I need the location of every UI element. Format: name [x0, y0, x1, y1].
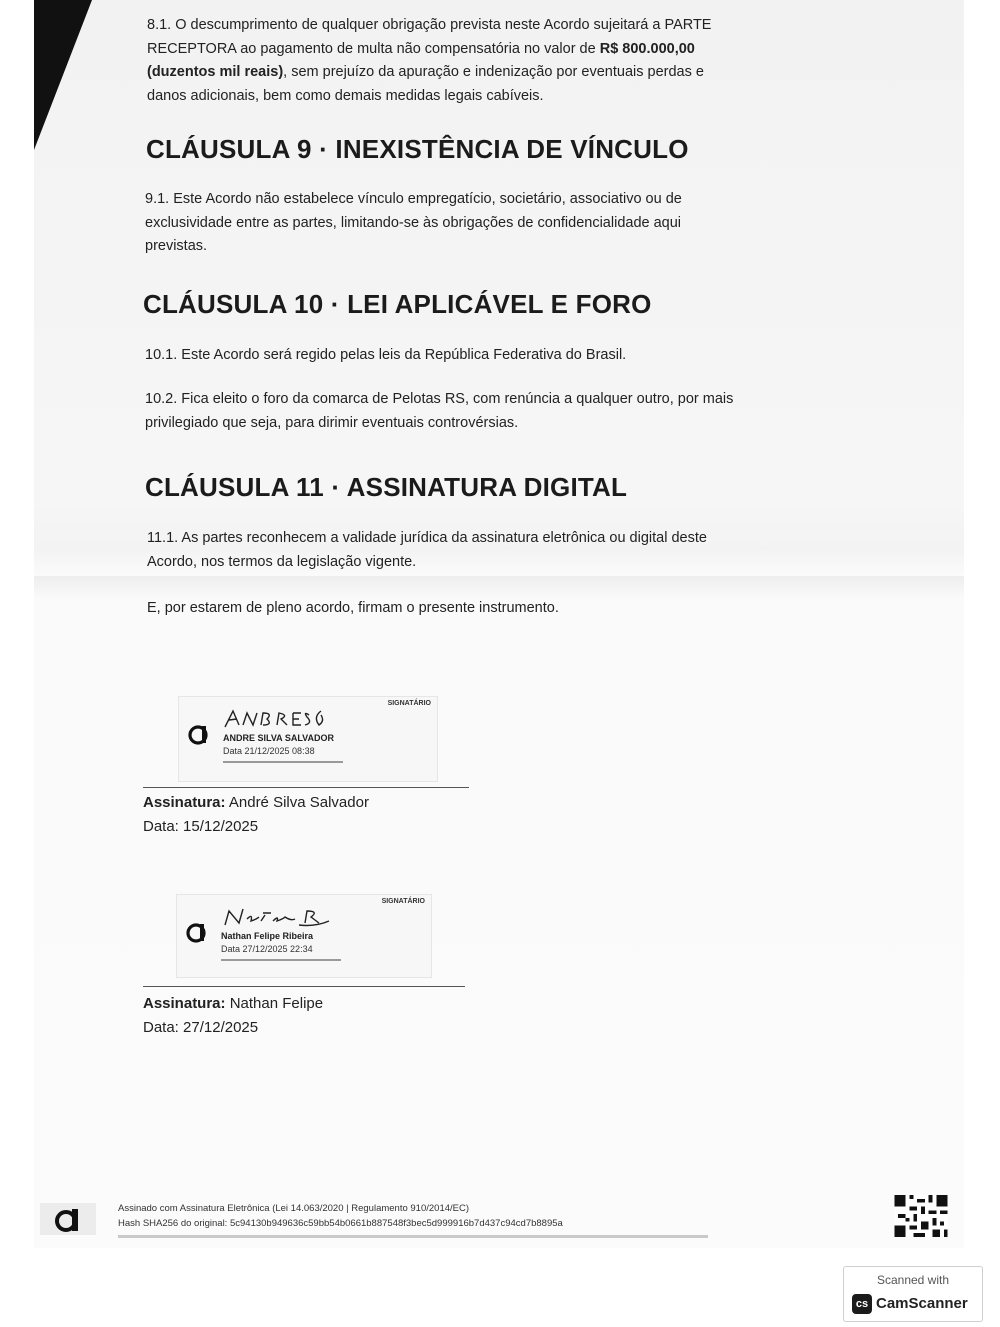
penalty-amount: R$ 800.000,00 [599, 40, 695, 57]
scanned-with-label: Scanned with [876, 1273, 950, 1287]
signed-date-2: 27/12/2025 [183, 1019, 259, 1036]
signatory-tag: SIGNATÁRIO [387, 700, 431, 707]
heading-clause-9: CLÁUSULA 9 · INEXISTÊNCIA DE VÍNCULO [146, 134, 689, 164]
signature-stamp-1 [178, 696, 438, 782]
signed-date-1: 15/12/2025 [183, 818, 259, 835]
stamp-signer-name: Nathan Felipe Ribeira [221, 931, 314, 941]
date-label: Data: [143, 1019, 179, 1036]
footer-cut-line [118, 1234, 708, 1240]
signature-stamp-2 [176, 894, 432, 978]
signature-block-1 [143, 791, 369, 839]
signature-provider-logo-icon [187, 723, 209, 745]
signature-line-2 [143, 986, 465, 987]
clause-8-1-line-4: danos adicionais, bem como demais medidas legais cabíveis. [147, 87, 544, 104]
signature-label: Assinatura: [143, 995, 226, 1012]
stamp-signed-date: Data 27/12/2025 22:34 [221, 944, 313, 954]
clause-11-1 [147, 527, 867, 574]
footer-signature-notice: Assinado com Assinatura Eletrônica (Lei 14.063/2020 | Regulamento 910/2014/EC) [118, 1203, 470, 1214]
stamp-hash-line [223, 760, 343, 764]
handwritten-signature-2 [219, 905, 339, 929]
stamp-signed-date: Data 21/12/2025 08:38 [223, 746, 315, 756]
stamp-hash-line [221, 958, 341, 962]
signature-line-1 [143, 787, 469, 788]
clause-8-1-line-1: 8.1. O descumprimento de qualquer obrigação prevista neste Acordo sujeitará a PARTE [147, 17, 712, 33]
closing-statement: E, por estarem de pleno acordo, firmam o presente instrumento. [147, 600, 559, 616]
clause-10-2-line-1: 10.2. Fica eleito o foro da comarca de Pelotas RS, com renúncia a qualquer outro, por mais [145, 391, 734, 407]
signer-name-1: André Silva Salvador [228, 794, 369, 811]
stamp-signer-name: ANDRE SILVA SALVADOR [223, 733, 335, 743]
clause-9-1-line-3: previstas. [145, 238, 208, 254]
handwritten-signature-1 [221, 707, 341, 731]
clause-11-1-line-2: Acordo, nos termos da legislação vigente. [147, 553, 417, 570]
clause-11-1-line-1: 11.1. As partes reconhecem a validade jurídica da assinatura eletrônica ou digital deste [147, 530, 707, 546]
clause-9-1-line-1: 9.1. Este Acordo não estabelece vínculo empregatício, societário, associativo ou de [145, 191, 682, 207]
footer-hash [118, 1218, 563, 1229]
signer-name-2: Nathan Felipe [229, 995, 324, 1012]
clause-8-1-line-3: , sem prejuízo da apuração e indenização por eventuais perdas e [283, 64, 704, 80]
footer-hash-label: Hash SHA256 do original: [118, 1218, 228, 1229]
qr-code-icon [893, 1195, 949, 1237]
clause-10-2-line-2: privilegiado que seja, para dirimir eventuais controvérsias. [145, 414, 519, 431]
footer-hash-value: 5c94130b949636c59bb54b0661b887548f3bec5d999916b7d437c94cd7b8895a [229, 1218, 563, 1229]
signatory-tag: SIGNATÁRIO [381, 898, 425, 905]
heading-clause-10: CLÁUSULA 10 · LEI APLICÁVEL E FORO [143, 289, 652, 319]
heading-clause-11: CLÁUSULA 11 · ASSINATURA DIGITAL [145, 472, 628, 502]
clause-10-2 [145, 388, 885, 435]
camscanner-logo-icon: cs [852, 1294, 872, 1314]
clause-9-1 [145, 188, 865, 259]
footer-provider-logo-icon [40, 1203, 96, 1235]
clause-8-1 [147, 14, 867, 108]
signature-provider-logo-icon [185, 921, 207, 943]
signature-label: Assinatura: [143, 794, 226, 811]
clause-8-1-line-2: RECEPTORA ao pagamento de multa não compensatória no valor de [147, 40, 596, 57]
page-fold [34, 576, 964, 598]
clause-9-1-line-2: exclusividade entre as partes, limitando-se às obrigações de confidencialidade aqui [145, 214, 682, 231]
camscanner-name: CamScanner [876, 1295, 968, 1312]
penalty-amount-words: (duzentos mil reais) [147, 64, 284, 80]
camscanner-watermark [843, 1266, 983, 1322]
date-label: Data: [143, 818, 179, 835]
signature-block-2 [143, 992, 323, 1040]
clause-10-1: 10.1. Este Acordo será regido pelas leis da República Federativa do Brasil. [145, 347, 627, 363]
folded-corner-shadow [34, 0, 92, 150]
